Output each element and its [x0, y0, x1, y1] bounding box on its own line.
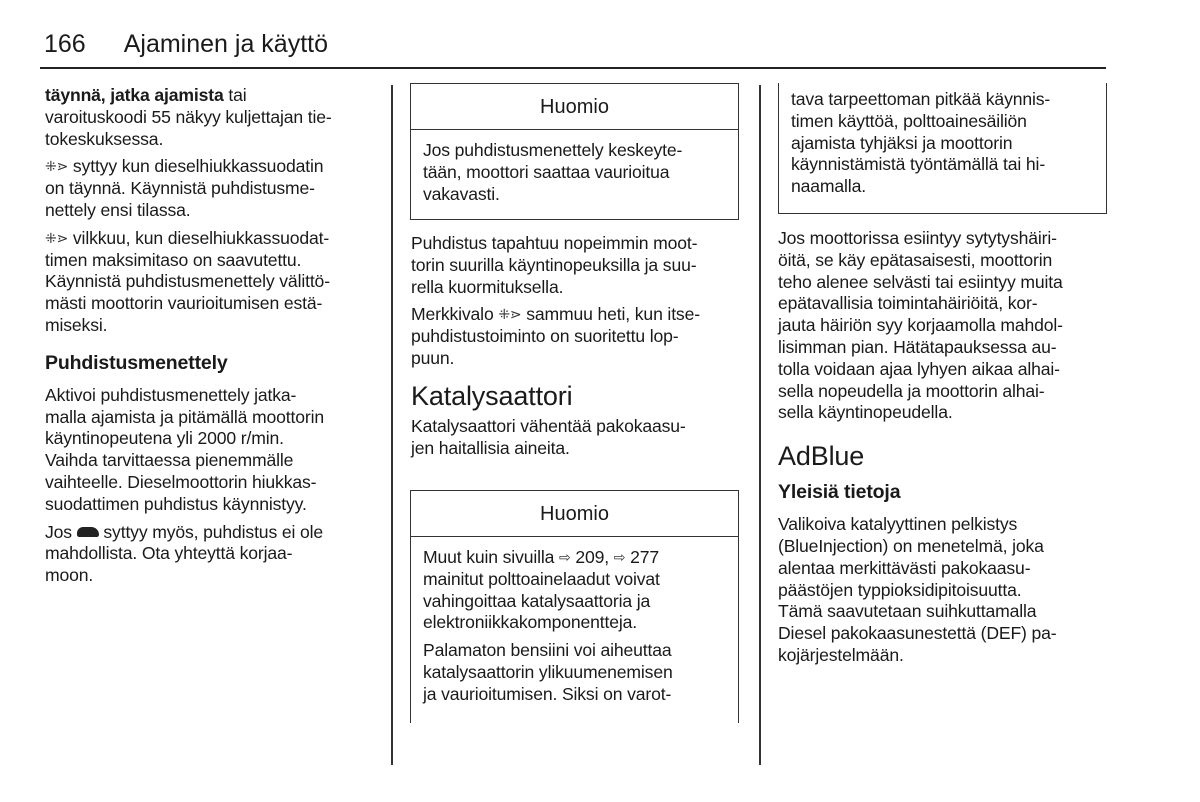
paragraph [45, 228, 332, 337]
paragraph: Aktivoi puhdistusmenettely jatka- malla ajamista ja pitämällä moottorin käyntinopeutena yli 2000 r/min. Vaihda tarvittaessa pienemmälle vaihteelle. Dieselmoottorin hiukkas- suodattimen puhdistus käynnistyy. [45, 384, 324, 514]
text: sammuu heti, kun itse- puhdistustoiminto on suoritettu lop- puun. [411, 304, 700, 368]
header-rule [40, 67, 1106, 69]
dpf-icon: ⁜⋗ [45, 229, 69, 246]
paragraph: Puhdistus tapahtuu nopeimmin moot- torin suurilla käyntinopeuksilla ja suu- rella kuormituksella. [411, 233, 698, 297]
page-reference[interactable]: 209 [575, 547, 605, 567]
paragraph [411, 304, 700, 369]
page-reference[interactable]: 277 [630, 547, 659, 567]
column-divider [759, 85, 761, 765]
dpf-icon: ⁜⋗ [45, 158, 69, 175]
notice-text: Jos puhdistusmenettely keskeyte- tään, moottori saattaa vaurioitua vakavasti. [423, 140, 683, 204]
paragraph [45, 522, 332, 587]
section-heading: Katalysaattori [411, 380, 573, 411]
column-divider [391, 85, 393, 765]
page-number: 166 [44, 30, 86, 58]
text: vilkkuu, kun dieselhiukkassuodat- timen maksimitaso on saavutettu. Käynnistä puhdistusmenettely välittö- mästi moottorin vaurioitumisen estä- miseksi. [45, 227, 330, 335]
paragraph: Palamaton bensiini voi aiheuttaa katalysaattorin ylikuumenemisen ja vaurioitumisen. Siksi on varot- [423, 640, 673, 704]
page-header [44, 30, 328, 59]
paragraph: Jos moottorissa esiintyy sytytyshäiri- öitä, se käy epätasaisesti, moottorin teho alenee selvästi tai esiintyy muita epätavallisia toimintahäiriöitä, kor- jauta häiriön syy korjaamolla mahdol- lisimman pian. Hätätapauksessa au- tolla voidaan ajaa lyhyen aikaa alhai- sella nopeudella ja moottorin alhai- sella käyntinopeudella. [778, 228, 1063, 423]
section-heading: Puhdistusmenettely [45, 351, 228, 374]
text: Muut kuin sivuilla [423, 547, 560, 567]
paragraph [45, 85, 332, 150]
paragraph: Valikoiva katalyyttinen pelkistys (BlueInjection) on menetelmä, joka alentaa merkittävästi pakokaasu- päästöjen typpioksidipitoisuutta. Tämä saavutetaan suihkuttamalla Diesel pakokaasunestettä (DEF) pa- kojärjestelmään. [778, 514, 1057, 665]
text: syttyy myös, puhdistus ei ole mahdollista. Ota yhteyttä korjaa- moon. [45, 521, 323, 586]
text: Merkkivalo [411, 304, 499, 325]
dpf-icon: ⁜⋗ [498, 306, 522, 323]
subsection-heading: Yleisiä tietoja [778, 481, 901, 504]
page-reference-arrow-icon: ⇨ [559, 549, 571, 565]
paragraph [45, 156, 332, 221]
notice-box-continued [778, 83, 1107, 214]
page-reference-arrow-icon: ⇨ [613, 549, 626, 565]
text: Jos [45, 521, 77, 542]
text: mainitut polttoainelaadut voivat vahingoittaa katalysaattoria ja elektroniikkakomponentteja. [423, 568, 660, 633]
notice-box [410, 490, 739, 723]
bold-text: täynnä, jatka ajamista [45, 85, 224, 105]
car-icon [77, 527, 99, 537]
notice-title: Huomio [411, 491, 738, 537]
paragraph [423, 547, 726, 634]
column-3 [778, 228, 1063, 673]
text: tai varoituskoodi 55 näkyy kuljettajan tie- tokeskuksessa. [45, 85, 332, 149]
chapter-title: Ajaminen ja käyttö [123, 30, 328, 58]
notice-title: Huomio [411, 84, 738, 130]
notice-text: tava tarpeettoman pitkää käynnis- timen käyttöä, polttoainesäiliön ajamista tyhjäksi ja moottorin käynnistämistä työntämällä tai hi- naamalla. [791, 89, 1051, 197]
column-2 [411, 233, 700, 465]
notice-text [411, 537, 738, 720]
section-heading: AdBlue [778, 441, 865, 472]
text: syttyy kun dieselhiukkassuodatin on täynnä. Käynnistä puhdistusme- nettely ensi tilassa. [45, 156, 324, 220]
notice-box [410, 83, 739, 220]
column-1 [45, 85, 332, 593]
paragraph: Katalysaattori vähentää pakokaasu- jen haitallisia aineita. [411, 415, 686, 458]
text: , [604, 547, 614, 567]
